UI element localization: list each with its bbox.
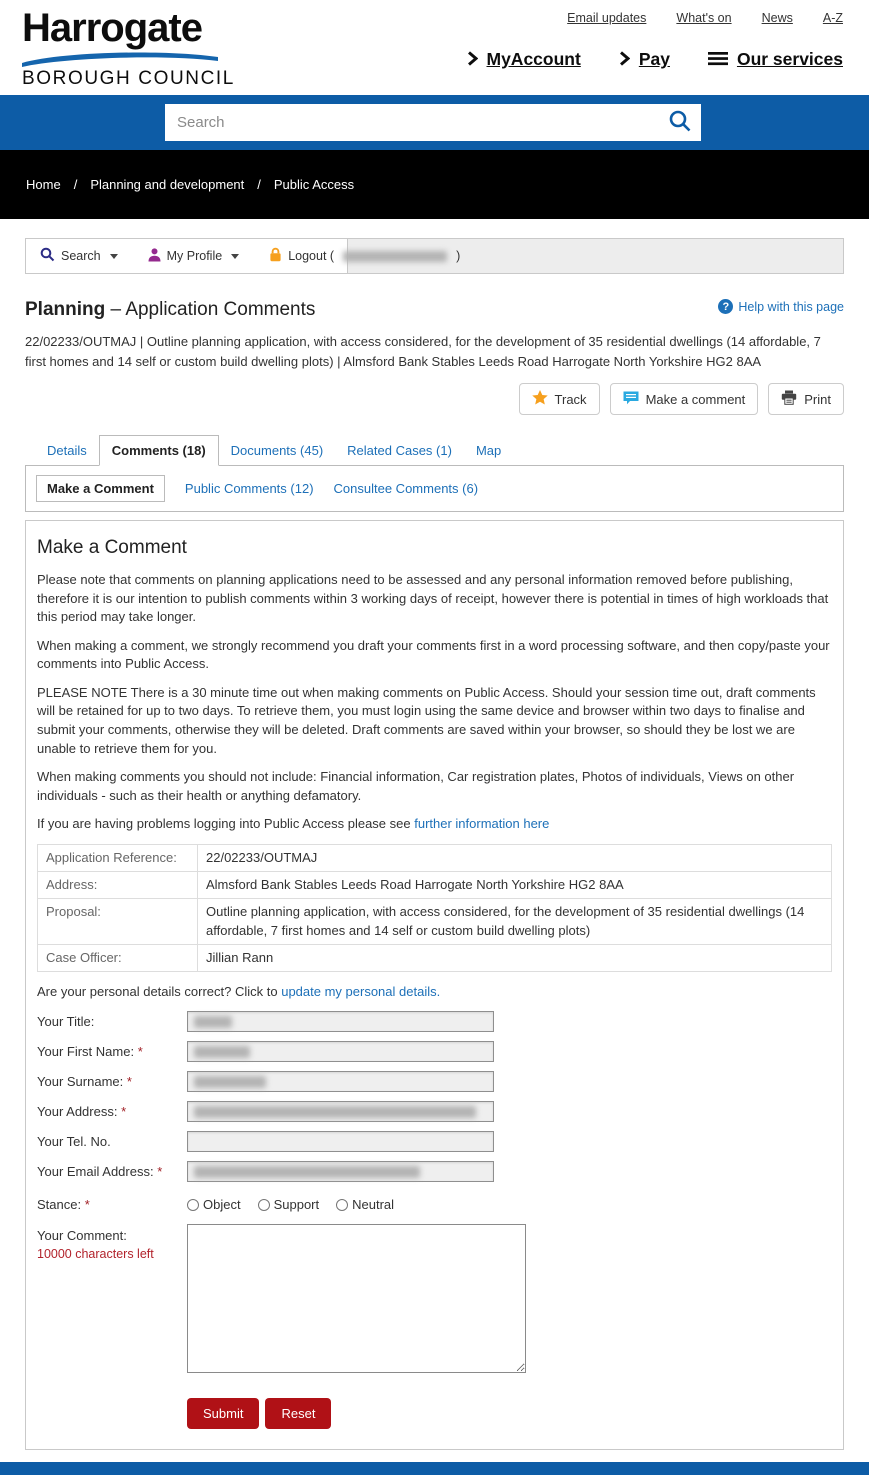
search-input[interactable] bbox=[177, 114, 668, 131]
characters-left-counter: 10000 characters left bbox=[37, 1247, 154, 1262]
site-search bbox=[165, 104, 701, 141]
required-mark: * bbox=[126, 1074, 132, 1090]
help-icon: ? bbox=[718, 299, 733, 314]
myaccount-link[interactable] bbox=[467, 49, 581, 70]
address-field-label: Your Address: * bbox=[37, 1104, 127, 1120]
subtab-make-a-comment[interactable]: Make a Comment bbox=[36, 475, 165, 502]
myaccount-label: MyAccount bbox=[486, 49, 581, 69]
star-icon bbox=[532, 390, 548, 408]
form-row-address bbox=[37, 1101, 832, 1122]
logo-wordmark: Harrogate bbox=[22, 6, 202, 50]
comment-textarea[interactable] bbox=[187, 1224, 526, 1373]
stance-object-radio[interactable] bbox=[187, 1197, 241, 1212]
form-row-title bbox=[37, 1011, 832, 1032]
public-access-toolbar bbox=[25, 238, 844, 274]
required-mark: * bbox=[84, 1197, 90, 1213]
title-field-label: Your Title: bbox=[37, 1014, 95, 1030]
logo-subtitle: BOROUGH COUNCIL bbox=[22, 68, 235, 89]
first-name-field[interactable] bbox=[187, 1041, 494, 1062]
stance-options bbox=[187, 1197, 394, 1212]
breadcrumb-separator: / bbox=[73, 177, 78, 192]
printer-icon bbox=[781, 390, 797, 408]
page-title-row bbox=[25, 299, 844, 321]
stance-field-label: Stance: * bbox=[37, 1197, 90, 1213]
tab-related-cases[interactable]: Related Cases (1) bbox=[347, 443, 452, 458]
track-label: Track bbox=[554, 391, 587, 407]
tab-comments[interactable]: Comments (18) bbox=[99, 435, 219, 466]
link-news[interactable]: News bbox=[761, 11, 793, 25]
our-services-label: Our services bbox=[736, 49, 843, 69]
stance-support-label: Support bbox=[273, 1197, 320, 1213]
link-whats-on[interactable]: What's on bbox=[676, 11, 732, 25]
surname-field-label: Your Surname: * bbox=[37, 1074, 132, 1090]
tab-documents[interactable]: Documents (45) bbox=[230, 443, 324, 458]
print-button[interactable] bbox=[768, 383, 844, 415]
login-help-paragraph bbox=[37, 815, 832, 834]
section-heading: Make a Comment bbox=[37, 537, 187, 558]
tab-details[interactable]: Details bbox=[47, 443, 87, 458]
radio-icon bbox=[187, 1199, 199, 1211]
redacted-username bbox=[343, 251, 447, 262]
stance-object-label: Object bbox=[203, 1197, 241, 1213]
notice-paragraph: PLEASE NOTE There is a 30 minute time out when making comments on Public Access. Should your session time out, draft comments will be retained for up to two days. To retrieve them, you must login using the same device and browser within two days to finalise and submit your comments, otherwise they will be deleted. Draft comments are saved within your browser, so should they be lost we are unable to retrieve them for you. bbox=[37, 684, 816, 756]
redacted-value bbox=[194, 1046, 250, 1058]
breadcrumb-separator: / bbox=[257, 177, 261, 192]
address-field[interactable] bbox=[187, 1101, 494, 1122]
redacted-value bbox=[194, 1076, 266, 1088]
stance-support-radio[interactable] bbox=[258, 1197, 320, 1212]
redacted-value bbox=[194, 1016, 232, 1028]
hamburger-menu-icon bbox=[708, 51, 728, 69]
radio-icon bbox=[336, 1199, 348, 1211]
row-value: Almsford Bank Stables Leeds Road Harrogate North Yorkshire HG2 8AA bbox=[198, 872, 832, 899]
toolbar-logout[interactable] bbox=[269, 247, 460, 265]
login-help-text: If you are having problems logging into Public Access please see bbox=[37, 816, 415, 832]
make-a-comment-button[interactable] bbox=[610, 383, 759, 415]
row-value: Jillian Rann bbox=[198, 944, 832, 971]
email-field-label: Your Email Address: * bbox=[37, 1164, 163, 1180]
subtab-bar bbox=[25, 466, 844, 512]
utility-nav bbox=[567, 11, 843, 25]
form-row-telephone bbox=[37, 1131, 832, 1152]
form-row-first-name bbox=[37, 1041, 832, 1062]
surname-field[interactable] bbox=[187, 1071, 494, 1092]
toolbar-profile-menu[interactable] bbox=[148, 248, 240, 265]
redacted-value bbox=[194, 1106, 476, 1118]
page-title-rest: – Application Comments bbox=[110, 299, 316, 320]
help-label: Help with this page bbox=[738, 299, 844, 314]
table-row bbox=[38, 944, 832, 971]
tab-bar bbox=[25, 435, 844, 466]
application-details-table bbox=[37, 844, 832, 972]
email-field[interactable] bbox=[187, 1161, 494, 1182]
chevron-right-icon bbox=[619, 50, 630, 70]
page-title-bold: Planning bbox=[25, 299, 106, 320]
required-mark: * bbox=[157, 1164, 163, 1180]
row-label: Case Officer: bbox=[38, 944, 198, 971]
radio-icon bbox=[258, 1199, 270, 1211]
subtab-consultee-comments[interactable]: Consultee Comments (6) bbox=[333, 481, 479, 496]
logo-swoosh-icon bbox=[22, 50, 235, 67]
update-personal-details-link[interactable]: update my personal details. bbox=[281, 983, 441, 999]
lock-icon bbox=[269, 247, 282, 265]
form-row-comment bbox=[37, 1224, 832, 1373]
form-row-stance bbox=[37, 1197, 832, 1212]
personal-details-text: Are your personal details correct? Click to bbox=[37, 983, 282, 999]
table-row bbox=[38, 872, 832, 899]
main-content bbox=[25, 299, 844, 1450]
footer-band bbox=[0, 1462, 869, 1475]
pay-link[interactable] bbox=[619, 49, 670, 70]
reset-button[interactable]: Reset bbox=[265, 1398, 331, 1429]
required-mark: * bbox=[137, 1044, 143, 1060]
breadcrumb-public-access[interactable]: Public Access bbox=[273, 177, 355, 192]
council-logo[interactable] bbox=[22, 7, 235, 90]
telephone-field-label: Your Tel. No. bbox=[37, 1134, 111, 1150]
notice-paragraph: Please note that comments on planning applications need to be assessed and any personal information removed before publishing, therefore it is our intention to publish comments within 3 working days of receipt, however there is potential in times of high workloads that this period may take longer. bbox=[37, 572, 829, 625]
submit-button[interactable]: Submit bbox=[187, 1398, 259, 1429]
chevron-down-icon bbox=[231, 254, 239, 259]
row-value: 22/02233/OUTMAJ bbox=[198, 844, 832, 871]
toolbar-search-menu[interactable] bbox=[40, 247, 118, 265]
make-a-comment-panel bbox=[25, 520, 844, 1450]
breadcrumb-home[interactable]: Home bbox=[26, 177, 61, 192]
search-band bbox=[0, 95, 869, 150]
notice-paragraph: When making a comment, we strongly recommend you draft your comments first in a word processing software, and then copy/paste your comments into Public Access. bbox=[37, 637, 830, 672]
comment-field-label: Your Comment: bbox=[37, 1228, 127, 1244]
help-with-this-page-link[interactable] bbox=[718, 299, 844, 314]
stance-neutral-radio[interactable] bbox=[336, 1197, 394, 1212]
stance-neutral-label: Neutral bbox=[352, 1197, 395, 1213]
make-a-comment-label: Make a comment bbox=[645, 391, 746, 407]
toolbar-tools bbox=[26, 239, 461, 273]
further-information-link[interactable]: further information here bbox=[414, 816, 550, 832]
personal-details-check bbox=[37, 983, 832, 1002]
primary-nav bbox=[467, 49, 844, 70]
toolbar-profile-label: My Profile bbox=[166, 249, 223, 263]
toolbar-logout-prefix: Logout ( bbox=[288, 249, 335, 263]
first-name-field-label: Your First Name: * bbox=[37, 1044, 143, 1060]
form-row-email bbox=[37, 1161, 832, 1182]
application-actions bbox=[25, 383, 844, 415]
pay-label: Pay bbox=[638, 49, 670, 69]
table-row bbox=[38, 844, 832, 871]
print-label: Print bbox=[804, 391, 831, 407]
row-value: Outline planning application, with access considered, for the development of 35 residential dwellings (14 affordable, 7 first homes and 14 self or custom build dwelling plots) bbox=[198, 899, 832, 944]
row-label: Proposal: bbox=[38, 899, 198, 944]
comment-bubble-icon bbox=[623, 391, 639, 408]
redacted-value bbox=[194, 1166, 420, 1178]
breadcrumb-planning[interactable]: Planning and development bbox=[90, 177, 245, 192]
user-icon bbox=[148, 248, 161, 265]
comment-form bbox=[37, 1011, 832, 1429]
link-a-z[interactable]: A-Z bbox=[822, 11, 843, 25]
table-row bbox=[38, 899, 832, 944]
title-field[interactable] bbox=[187, 1011, 494, 1032]
page-title bbox=[25, 299, 315, 321]
form-row-surname bbox=[37, 1071, 832, 1092]
chevron-right-icon bbox=[467, 50, 478, 70]
toolbar-search-label: Search bbox=[61, 249, 101, 263]
search-icon bbox=[40, 247, 55, 265]
track-button[interactable] bbox=[519, 383, 600, 415]
application-summary: 22/02233/OUTMAJ | Outline planning application, with access considered, for the development of 35 residential dwellings (14 affordable, 7 first homes and 14 self or custom build dwelling plots) | Almsford Bank Stables Leeds Road Harrogate North Yorkshire HG2 8AA bbox=[25, 334, 821, 369]
subtab-public-comments[interactable]: Public Comments (12) bbox=[184, 481, 314, 496]
notice-paragraph: When making comments you should not include: Financial information, Car registration plates, Photos of individuals, Views on other individuals - such as their health or anything defamatory. bbox=[37, 769, 795, 803]
row-label: Address: bbox=[38, 872, 198, 899]
link-email-updates[interactable]: Email updates bbox=[567, 11, 647, 25]
site-header bbox=[0, 0, 869, 95]
row-label: Application Reference: bbox=[38, 844, 198, 871]
required-mark: * bbox=[121, 1104, 127, 1120]
form-actions bbox=[187, 1398, 832, 1429]
tab-map[interactable]: Map bbox=[475, 443, 502, 458]
search-icon[interactable] bbox=[668, 109, 692, 136]
toolbar-logout-suffix: ) bbox=[456, 249, 461, 263]
chevron-down-icon bbox=[110, 254, 118, 259]
telephone-field[interactable] bbox=[187, 1131, 494, 1152]
breadcrumb bbox=[0, 150, 869, 219]
comment-label-wrap bbox=[37, 1224, 187, 1261]
our-services-link[interactable] bbox=[708, 49, 843, 70]
